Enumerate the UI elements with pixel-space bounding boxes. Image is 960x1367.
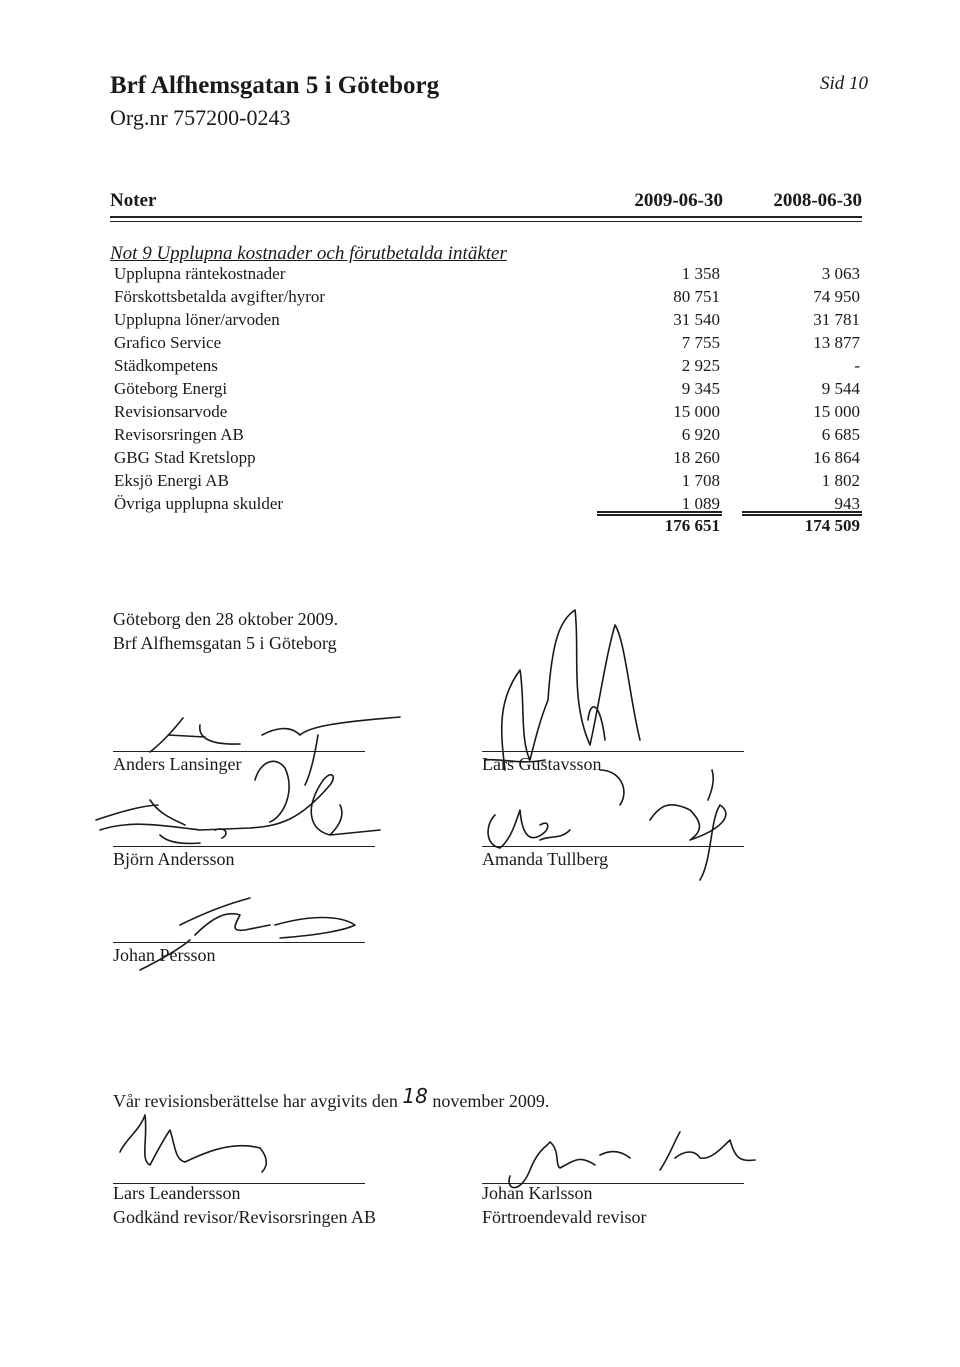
table-row: Göteborg Energi 9 345 9 544 [114,379,860,398]
note-table [110,262,862,515]
signature-line [113,751,365,752]
table-row: Revisorsringen AB 6 920 6 685 [114,425,860,444]
organization-name: Brf Alfhemsgatan 5 i Göteborg [110,72,440,99]
table-row: Revisionsarvode 15 000 15 000 [114,402,860,421]
notes-header [110,190,862,216]
totals-row [110,516,862,540]
page-number: Sid 10 [819,73,868,94]
column-header-2008: 2008-06-30 [773,190,862,211]
place-date: Göteborg den 28 oktober 2009. [113,609,339,629]
signature-lars-leandersson [120,1115,266,1172]
table-row: Övriga upplupna skulder 1 089 943 [114,494,860,513]
signer-name: Anders Lansinger [113,754,242,774]
signature-line [113,846,375,847]
column-header-2009: 2009-06-30 [634,190,723,211]
auditor-role: Godkänd revisor/Revisorsringen AB [113,1207,376,1227]
signer-name: Johan Persson [113,945,216,965]
notes-heading: Noter [110,190,157,211]
table-row: GBG Stad Kretslopp 18 260 16 864 [114,448,860,467]
table-row: Upplupna löner/arvoden 31 540 31 781 [114,310,860,329]
organization-number: Org.nr 757200-0243 [110,105,291,130]
signature-lars-gustavsson [485,610,640,805]
signer-name: Björn Andersson [113,849,235,869]
auditor-name: Johan Karlsson [482,1183,593,1203]
table-row: Eksjö Energi AB 1 708 1 802 [114,471,860,490]
auditor-name: Lars Leandersson [113,1183,241,1203]
signature-line [482,846,744,847]
note-title: Not 9 Upplupna kostnader och förutbetalda intäkter [110,243,507,264]
handwritten-day: 18 [402,1084,428,1108]
audit-statement: Vår revisionsberättelse har avgivits den 18 november 2009. [113,1084,550,1111]
table-row: Förskottsbetalda avgifter/hyror 80 751 74 950 [114,287,860,306]
header-double-rule [110,216,862,222]
signer-name: Amanda Tullberg [482,849,609,869]
auditor-role: Förtroendevald revisor [482,1207,647,1227]
board-name: Brf Alfhemsgatan 5 i Göteborg [113,633,337,653]
signer-name: Lars Gustavsson [482,754,602,774]
total-2008: 174 509 [804,516,860,535]
table-row: Upplupna räntekostnader 1 358 3 063 [114,264,860,283]
table-row: Grafico Service 7 755 13 877 [114,333,860,352]
total-2009: 176 651 [664,516,720,535]
signature-bjorn-andersson [96,775,380,844]
signature-line [482,751,744,752]
signature-johan-karlsson [509,1132,755,1188]
table-row: Städkompetens 2 925 - [114,356,860,375]
signature-line [113,942,365,943]
